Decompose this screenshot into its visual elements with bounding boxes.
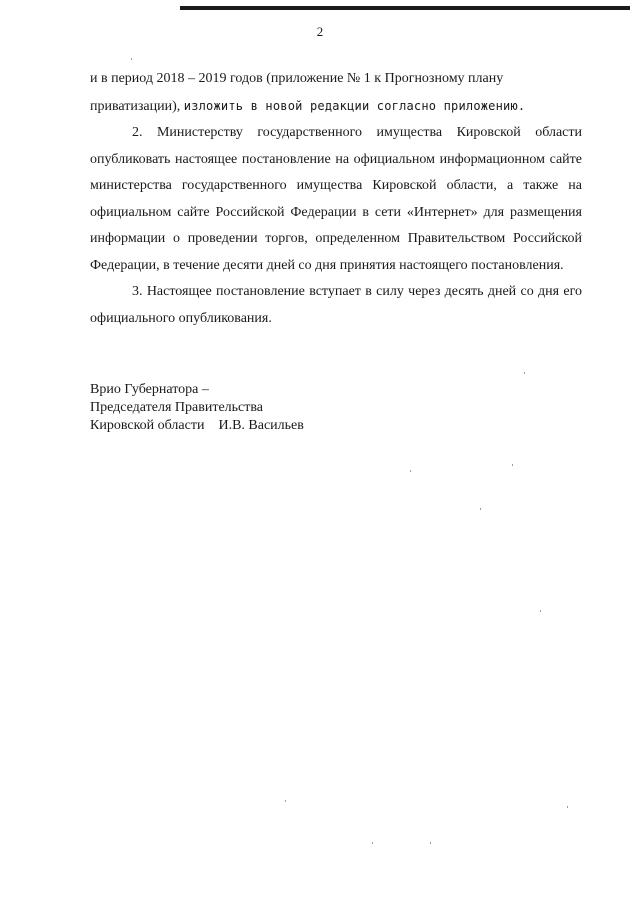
scan-speck [285,800,286,802]
scan-speck [512,464,513,466]
scan-speck [430,842,431,844]
scan-speck [524,372,525,374]
signature-name: И.В. Васильев [218,418,304,433]
scan-speck [480,508,481,510]
paragraph-1-line-2b: изложить в новой редакции согласно приложению. [183,98,526,113]
scan-speck [410,470,411,472]
top-border-line [180,6,630,10]
signature-block [90,381,304,435]
paragraph-2: 2. Министерству государственного имущества Кировской области опубликовать настоящее постановление на официальном информационном сайте министерства государственного имущества Кировской области, а также на официальном сайте Российской Федерации в сети «Интернет» для размещения информации о проведении торгов, определенном Правительством Российской Федерации, в течение десяти дней со дня принятия настоящего постановления. [90,125,582,273]
document-body [90,66,582,332]
paragraph-1-line-2a: приватизации), [90,98,184,114]
scan-speck [372,842,373,844]
scan-speck [540,610,541,612]
paragraph-1-line-1: и в период 2018 – 2019 годов (приложение № 1 к Прогнозному плану [90,71,504,86]
scan-speck [567,806,568,808]
signature-title-line-1: Врио Губернатора – [90,382,209,397]
scan-speck [131,58,132,60]
signature-line-3 [90,417,304,435]
page-number: 2 [316,24,324,39]
paragraph-1 [90,66,582,120]
paragraph-3: 3. Настоящее постановление вступает в силу через десять дней со дня его официального опубликования. [90,284,582,326]
signature-organization: Кировской области [90,418,205,433]
signature-title-line-2: Председателя Правительства [90,400,264,415]
